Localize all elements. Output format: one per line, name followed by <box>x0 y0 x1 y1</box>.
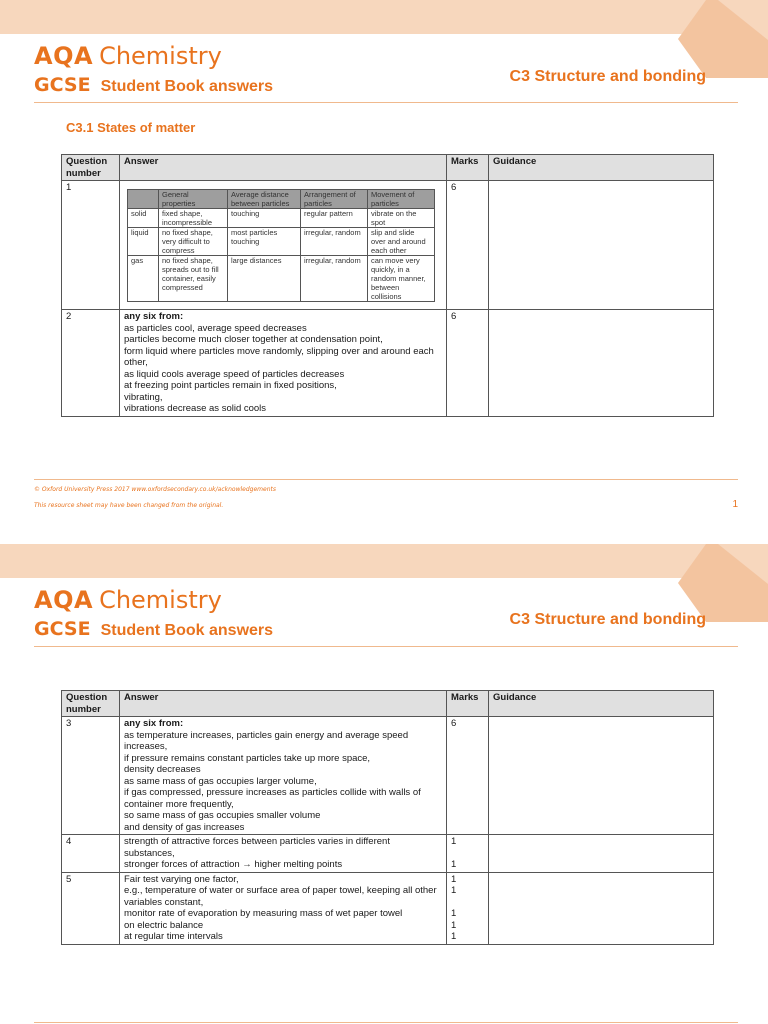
answer-line: vibrating, <box>124 391 163 403</box>
states-row <box>128 209 435 228</box>
brand-subject: Chemistry <box>99 586 222 614</box>
table-row <box>62 717 714 835</box>
guidance-cell <box>489 717 714 835</box>
unit-title: C3 Structure and bonding <box>509 611 706 628</box>
state-cell: slip and slide over and around each other <box>368 228 435 256</box>
guidance-cell <box>489 835 714 873</box>
answers-table <box>61 154 714 417</box>
answer-line: stronger forces of attraction → higher melting points <box>124 859 343 870</box>
states-table <box>127 189 435 302</box>
answer-line: at regular time intervals <box>124 931 223 942</box>
states-header: Average distance between particles <box>228 190 301 209</box>
header-rule <box>34 646 738 647</box>
answer-line: as temperature increases, particles gain energy and average speed increases, <box>124 729 409 752</box>
state-cell: can move very quickly, in a random manner, between collisions <box>368 256 435 302</box>
answer-line: on electric balance <box>124 919 204 931</box>
section-title: C3.1 States of matter <box>66 120 196 135</box>
question-number: 3 <box>62 717 120 835</box>
header-answer: Answer <box>120 691 447 717</box>
answer-lead: any six from: <box>124 718 184 729</box>
header-bar <box>0 0 768 34</box>
header-answer: Answer <box>120 155 447 181</box>
state-cell: touching <box>228 209 301 228</box>
answer-line: as particles cool, average speed decreases <box>124 322 307 334</box>
marks-cell <box>447 872 489 944</box>
guidance-cell <box>489 181 714 310</box>
states-header: General properties <box>159 190 228 209</box>
answer-cell <box>120 835 447 873</box>
answer-cell <box>120 872 447 944</box>
brand-subject: Chemistry <box>99 42 222 70</box>
header-guidance: Guidance <box>489 155 714 181</box>
state-cell: fixed shape, incompressible <box>159 209 228 228</box>
brand-subtitle: Student Book answers <box>100 622 274 639</box>
guidance-cell <box>489 310 714 417</box>
header-question: Question number <box>62 691 120 717</box>
states-row <box>128 256 435 302</box>
state-cell: regular pattern <box>301 209 368 228</box>
footer-copyright: © Oxford University Press 2017 www.oxfordsecondary.co.uk/acknowledgements <box>34 486 276 493</box>
header-bar <box>0 544 768 578</box>
header-marks: Marks <box>447 155 489 181</box>
marks-cell: 6 <box>447 717 489 835</box>
header-guidance: Guidance <box>489 691 714 717</box>
answer-cell <box>120 717 447 835</box>
answer-line: density decreases <box>124 764 201 775</box>
answer-line: so same mass of gas occupies smaller volume <box>124 810 321 821</box>
question-number: 1 <box>62 181 120 310</box>
state-name: liquid <box>128 228 159 256</box>
states-row <box>128 228 435 256</box>
page-gap <box>0 520 768 544</box>
question-number: 4 <box>62 835 120 873</box>
marks-cell <box>447 835 489 873</box>
answer-line: at freezing point particles remain in fixed positions, <box>124 380 337 391</box>
state-cell: vibrate on the spot <box>368 209 435 228</box>
table-row <box>62 310 714 417</box>
state-name: gas <box>128 256 159 302</box>
state-cell: irregular, random <box>301 228 368 256</box>
unit-title: C3 Structure and bonding <box>509 68 706 85</box>
mark-value: 1 <box>451 919 457 931</box>
state-cell: no fixed shape, very difficult to compress <box>159 228 228 256</box>
mark-value: 1 <box>451 908 457 919</box>
table-header-row <box>62 691 714 717</box>
answer-cell <box>120 310 447 417</box>
footer-rule <box>34 479 738 480</box>
mark-spacer <box>451 897 484 909</box>
state-cell: large distances <box>228 256 301 302</box>
states-header-row <box>128 190 435 209</box>
answer-line: form liquid where particles move randomly, slipping over and around each other, <box>124 345 434 368</box>
page-number: 1 <box>732 499 738 510</box>
states-header: Movement of particles <box>368 190 435 209</box>
brand-level: GCSE <box>34 618 91 640</box>
brand-subtitle: Student Book answers <box>100 78 274 95</box>
answer-line: and density of gas increases <box>124 821 245 833</box>
states-header: Arrangement of particles <box>301 190 368 209</box>
answer-line: if pressure remains constant particles take up more space, <box>124 752 371 764</box>
mark-value: 1 <box>451 836 457 847</box>
header-question: Question number <box>62 155 120 181</box>
mark-value: 1 <box>451 931 457 942</box>
answer-lead: any six from: <box>124 311 184 322</box>
table-row <box>62 835 714 873</box>
state-cell: no fixed shape, spreads out to fill container, easily compressed <box>159 256 228 302</box>
mark-value: 1 <box>451 859 457 870</box>
answer-line: strength of attractive forces between particles varies in different substances, <box>124 836 390 859</box>
footer-note: This resource sheet may have been changed from the original. <box>34 502 224 509</box>
states-header <box>128 190 159 209</box>
corner-decoration <box>678 0 768 78</box>
marks-cell: 6 <box>447 310 489 417</box>
page-2 <box>0 544 768 1024</box>
state-cell: most particles touching <box>228 228 301 256</box>
guidance-cell <box>489 872 714 944</box>
brand-level: GCSE <box>34 74 91 96</box>
answer-line: if gas compressed, pressure increases as particles collide with walls of container more frequently, <box>124 787 421 810</box>
footer-rule <box>34 1022 738 1023</box>
mark-spacer <box>451 848 484 860</box>
question-number: 2 <box>62 310 120 417</box>
answer-line: monitor rate of evaporation by measuring mass of wet paper towel <box>124 908 403 919</box>
mark-value: 1 <box>451 885 457 896</box>
brand-aqa: AQA <box>34 586 94 614</box>
table-row <box>62 872 714 944</box>
answer-line: particles become much closer together at condensation point, <box>124 334 383 345</box>
answer-line: as liquid cools average speed of particles decreases <box>124 368 345 380</box>
answer-line: vibrations decrease as solid cools <box>124 403 267 414</box>
header-marks: Marks <box>447 691 489 717</box>
state-cell: irregular, random <box>301 256 368 302</box>
table-header-row <box>62 155 714 181</box>
mark-value: 1 <box>451 873 457 885</box>
marks-cell: 6 <box>447 181 489 310</box>
header-rule <box>34 102 738 103</box>
table-row <box>62 181 714 310</box>
question-number: 5 <box>62 872 120 944</box>
answer-line: as same mass of gas occupies larger volume, <box>124 775 317 787</box>
brand-aqa: AQA <box>34 42 94 70</box>
answers-table <box>61 690 714 945</box>
answer-cell <box>120 181 447 310</box>
answer-line: Fair test varying one factor, <box>124 873 239 885</box>
answer-line: e.g., temperature of water or surface area of paper towel, keeping all other variables constant, <box>124 885 437 908</box>
state-name: solid <box>128 209 159 228</box>
